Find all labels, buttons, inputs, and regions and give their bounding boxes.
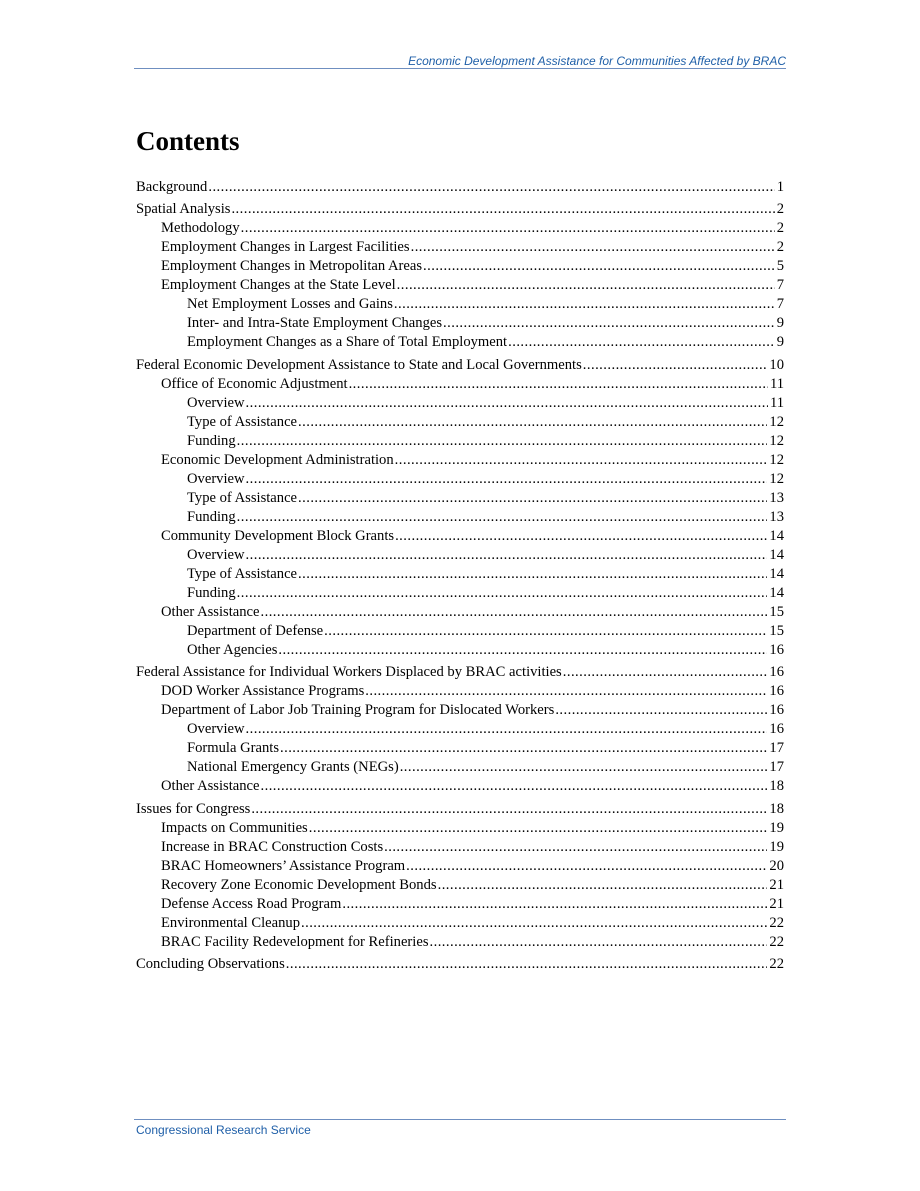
toc-page-number[interactable]: 7	[776, 277, 784, 293]
toc-dot-leader	[278, 641, 767, 660]
toc-dot-leader	[231, 200, 774, 219]
toc-entry[interactable]	[136, 178, 784, 197]
toc-dot-leader	[251, 800, 767, 819]
toc-page-number[interactable]: 16	[769, 664, 784, 680]
toc-page-number[interactable]: 14	[769, 527, 784, 544]
toc-entry-label[interactable]: Federal Economic Development Assistance to State and Local Governments	[136, 356, 582, 373]
toc-entry[interactable]	[136, 584, 784, 603]
toc-page-number[interactable]: 12	[769, 413, 784, 430]
toc-entry[interactable]	[136, 914, 784, 933]
toc-entry-label[interactable]: Community Development Block Grants	[161, 527, 395, 544]
toc-entry[interactable]	[136, 375, 784, 394]
toc-entry-label[interactable]: Overview	[187, 546, 245, 563]
toc-entry[interactable]	[136, 219, 784, 238]
toc-entry[interactable]	[136, 800, 784, 819]
toc-entry-label[interactable]: Employment Changes as a Share of Total Employment	[187, 334, 508, 350]
toc-page-number[interactable]: 19	[769, 819, 784, 836]
toc-entry-label[interactable]: Overview	[187, 470, 245, 487]
toc-entry-label[interactable]: BRAC Facility Redevelopment for Refineries	[161, 933, 429, 950]
toc-dot-leader	[324, 622, 767, 641]
toc-entry-label[interactable]: Office of Economic Adjustment	[161, 375, 348, 392]
toc-entry-label[interactable]: Issues for Congress	[136, 800, 251, 817]
toc-page-number[interactable]: 16	[769, 721, 784, 737]
toc-dot-leader	[208, 178, 774, 197]
toc-dot-leader	[246, 720, 768, 739]
toc-dot-leader	[411, 238, 775, 257]
toc-entry[interactable]	[136, 838, 784, 857]
toc-page-number[interactable]: 16	[769, 641, 784, 658]
toc-entry[interactable]	[136, 489, 784, 508]
toc-dot-leader	[563, 663, 768, 682]
toc-entry[interactable]	[136, 622, 784, 641]
toc-entry-label[interactable]: Department of Labor Job Training Program for Dislocated Workers	[161, 702, 555, 718]
toc-entry-label[interactable]: Background	[136, 178, 208, 195]
toc-page-number[interactable]: 16	[769, 702, 784, 718]
toc-dot-leader	[438, 876, 768, 895]
toc-dot-leader	[237, 508, 768, 527]
toc-dot-leader	[301, 914, 767, 933]
toc-entry[interactable]	[136, 356, 784, 375]
toc-entry[interactable]	[136, 333, 784, 352]
toc-entry-label[interactable]: Funding	[187, 584, 236, 601]
toc-entry[interactable]	[136, 238, 784, 257]
toc-entry[interactable]	[136, 295, 784, 314]
toc-entry[interactable]	[136, 508, 784, 527]
toc-dot-leader	[298, 489, 767, 508]
toc-entry-label[interactable]: Employment Changes in Largest Facilities	[161, 239, 410, 255]
toc-page-number[interactable]: 10	[769, 356, 784, 373]
toc-entry-label[interactable]: Spatial Analysis	[136, 201, 231, 217]
toc-entry[interactable]	[136, 470, 784, 489]
toc-page-number[interactable]: 18	[769, 778, 784, 794]
toc-page-number[interactable]: 13	[769, 508, 784, 525]
toc-entry[interactable]	[136, 394, 784, 413]
toc-page-number[interactable]: 2	[776, 239, 784, 255]
toc-dot-leader	[237, 584, 768, 603]
toc-dot-leader	[384, 838, 767, 857]
toc-page-number[interactable]: 11	[769, 375, 784, 392]
toc-dot-leader	[365, 682, 767, 701]
toc-dot-leader	[555, 701, 767, 720]
toc-dot-leader	[508, 333, 775, 352]
toc-dot-leader	[395, 527, 767, 546]
toc-entry[interactable]	[136, 739, 784, 758]
toc-dot-leader	[309, 819, 768, 838]
toc-page-number[interactable]: 17	[769, 740, 784, 756]
toc-page-number[interactable]: 11	[769, 394, 784, 411]
toc-page-number[interactable]: 21	[769, 895, 784, 912]
toc-dot-leader	[246, 394, 768, 413]
footer-publisher: Congressional Research Service	[136, 1123, 311, 1137]
toc-page-number[interactable]: 18	[769, 800, 784, 817]
toc-page-number[interactable]: 12	[769, 432, 784, 449]
toc-entry[interactable]	[136, 955, 784, 974]
toc-dot-leader	[246, 470, 768, 489]
toc-entry-label[interactable]: Other Assistance	[161, 603, 260, 620]
toc-page-number[interactable]: 9	[776, 334, 784, 350]
toc-dot-leader	[286, 955, 768, 974]
running-header: Economic Development Assistance for Communities Affected by BRAC	[408, 54, 786, 68]
toc-entry-label[interactable]: Funding	[187, 432, 236, 449]
footer-divider	[134, 1119, 786, 1120]
toc-entry-label[interactable]: National Emergency Grants (NEGs)	[187, 759, 399, 775]
toc-page-number[interactable]: 5	[776, 258, 784, 274]
toc-dot-leader	[349, 375, 768, 394]
toc-dot-leader	[280, 739, 767, 758]
toc-entry-label[interactable]: Employment Changes at the State Level	[161, 277, 396, 293]
toc-page-number[interactable]: 16	[769, 683, 784, 699]
toc-page-number[interactable]: 2	[776, 220, 784, 236]
toc-entry[interactable]	[136, 895, 784, 914]
toc-page-number[interactable]: 14	[769, 546, 784, 563]
toc-entry[interactable]	[136, 257, 784, 276]
toc-entry-label[interactable]: Methodology	[161, 220, 240, 236]
toc-entry-label[interactable]: Net Employment Losses and Gains	[187, 296, 393, 312]
toc-page-number[interactable]: 15	[769, 603, 784, 620]
toc-dot-leader	[298, 565, 767, 584]
toc-entry[interactable]	[136, 641, 784, 660]
toc-entry[interactable]	[136, 451, 784, 470]
toc-page-number[interactable]: 22	[769, 933, 784, 950]
toc-entry-label[interactable]: Economic Development Administration	[161, 451, 394, 468]
toc-entry[interactable]	[136, 701, 784, 720]
toc-entry-label[interactable]: Other Assistance	[161, 778, 260, 794]
toc-page-number[interactable]: 13	[769, 489, 784, 506]
toc-entry-label[interactable]: Overview	[187, 721, 245, 737]
toc-entry[interactable]	[136, 933, 784, 952]
toc-dot-leader	[261, 777, 768, 796]
toc-entry-label[interactable]: Department of Defense	[187, 622, 324, 639]
toc-entry[interactable]	[136, 565, 784, 584]
toc-page-number[interactable]: 15	[769, 622, 784, 639]
toc-entry-label[interactable]: Defense Access Road Program	[161, 895, 342, 912]
toc-page-number[interactable]: 12	[769, 451, 784, 468]
toc-entry-label[interactable]: Federal Assistance for Individual Workers Displaced by BRAC activities	[136, 664, 562, 680]
toc-entry-label[interactable]: Type of Assistance	[187, 489, 298, 506]
toc-dot-leader	[237, 432, 768, 451]
toc-entry-label[interactable]: Overview	[187, 394, 245, 411]
toc-dot-leader	[261, 603, 768, 622]
toc-entry-label[interactable]: BRAC Homeowners’ Assistance Program	[161, 857, 406, 874]
toc-page-number[interactable]: 21	[769, 876, 784, 893]
toc-dot-leader	[394, 295, 775, 314]
toc-entry[interactable]	[136, 603, 784, 622]
header-divider	[134, 68, 786, 69]
toc-entry[interactable]	[136, 876, 784, 895]
toc-entry-label[interactable]: Environmental Cleanup	[161, 914, 301, 931]
toc-page-number[interactable]: 20	[769, 857, 784, 874]
toc-page-number[interactable]: 1	[776, 178, 784, 195]
toc-page-number[interactable]: 14	[769, 584, 784, 601]
toc-entry-label[interactable]: Concluding Observations	[136, 956, 285, 972]
toc-page-number[interactable]: 14	[769, 565, 784, 582]
toc-page-number[interactable]: 22	[769, 914, 784, 931]
toc-page-number[interactable]: 22	[769, 956, 784, 972]
toc-entry[interactable]	[136, 819, 784, 838]
toc-entry-label[interactable]: Increase in BRAC Construction Costs	[161, 838, 384, 855]
toc-entry[interactable]	[136, 758, 784, 777]
toc-entry-label[interactable]: Impacts on Communities	[161, 819, 308, 836]
toc-entry-label[interactable]: Funding	[187, 508, 236, 525]
toc-dot-leader	[583, 356, 768, 375]
toc-entry[interactable]	[136, 682, 784, 701]
toc-entry-label[interactable]: DOD Worker Assistance Programs	[161, 683, 365, 699]
toc-entry[interactable]	[136, 432, 784, 451]
toc-dot-leader	[246, 546, 768, 565]
toc-entry-label[interactable]: Type of Assistance	[187, 565, 298, 582]
table-of-contents	[136, 174, 784, 974]
toc-entry[interactable]	[136, 413, 784, 432]
toc-dot-leader	[443, 314, 775, 333]
toc-dot-leader	[298, 413, 767, 432]
toc-dot-leader	[395, 451, 768, 470]
toc-dot-leader	[342, 895, 767, 914]
toc-entry[interactable]	[136, 276, 784, 295]
toc-entry[interactable]	[136, 200, 784, 219]
toc-entry[interactable]	[136, 527, 784, 546]
toc-dot-leader	[241, 219, 775, 238]
toc-entry-label[interactable]: Other Agencies	[187, 641, 278, 658]
toc-page-number[interactable]: 19	[769, 838, 784, 855]
toc-entry[interactable]	[136, 663, 784, 682]
toc-entry-label[interactable]: Formula Grants	[187, 740, 280, 756]
toc-dot-leader	[400, 758, 768, 777]
toc-dot-leader	[423, 257, 775, 276]
toc-page-number[interactable]: 17	[769, 759, 784, 775]
toc-entry[interactable]	[136, 546, 784, 565]
page-title: Contents	[136, 126, 240, 156]
toc-entry-label[interactable]: Employment Changes in Metropolitan Areas	[161, 258, 423, 274]
toc-dot-leader	[397, 276, 775, 295]
toc-entry-label[interactable]: Inter- and Intra-State Employment Changes	[187, 315, 443, 331]
toc-entry-label[interactable]: Recovery Zone Economic Development Bonds	[161, 876, 437, 893]
toc-entry[interactable]	[136, 720, 784, 739]
toc-entry[interactable]	[136, 777, 784, 796]
toc-page-number[interactable]: 7	[776, 296, 784, 312]
toc-dot-leader	[406, 857, 767, 876]
toc-entry-label[interactable]: Type of Assistance	[187, 413, 298, 430]
toc-page-number[interactable]: 2	[776, 201, 784, 217]
toc-entry[interactable]	[136, 857, 784, 876]
toc-page-number[interactable]: 9	[776, 315, 784, 331]
toc-entry[interactable]	[136, 314, 784, 333]
toc-page-number[interactable]: 12	[769, 470, 784, 487]
toc-dot-leader	[430, 933, 768, 952]
